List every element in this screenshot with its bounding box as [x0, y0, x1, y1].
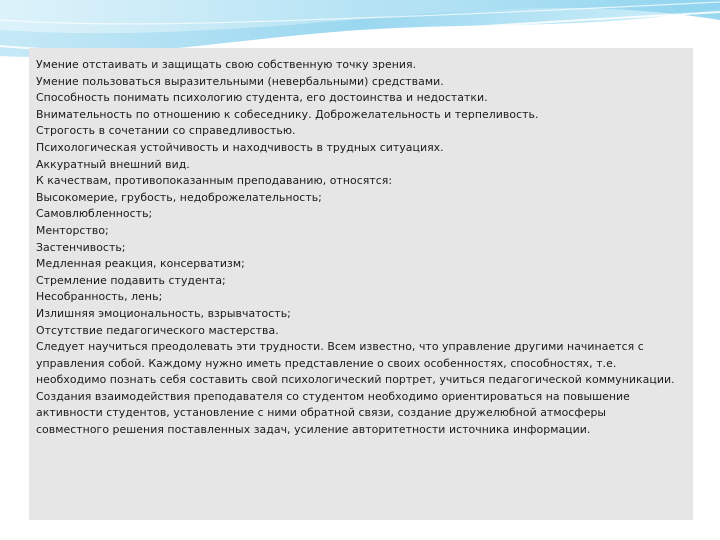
text-line: Медленная реакция, консерватизм;	[36, 257, 245, 271]
text-line: Способность понимать психологию студента, его достоинства и недостатки.	[36, 91, 488, 105]
text-line: Отсутствие педагогического мастерства.	[36, 323, 279, 337]
text-line: Менторство;	[36, 223, 109, 237]
text-line: Строгость в сочетании со справедливостью.	[36, 124, 296, 138]
text-line: Самовлюбленность;	[36, 207, 153, 221]
slide-text	[36, 57, 693, 439]
content-box	[29, 48, 693, 520]
text-line: Внимательность по отношению к собеседнику. Доброжелательность и терпеливость.	[36, 107, 539, 121]
text-line: Создания взаимодействия преподавателя со студентом необходимо ориентироваться на повышение	[36, 389, 630, 403]
text-line: активности студентов, установление с ними обратной связи, создание дружелюбной атмосферы	[36, 406, 607, 420]
text-line: К качествам, противопоказанным преподаванию, относятся:	[36, 174, 393, 188]
text-line: Умение пользоваться выразительными (невербальными) средствами.	[36, 74, 444, 88]
text-line: Аккуратный внешний вид.	[36, 157, 190, 171]
text-line: Психологическая устойчивость и находчивость в трудных ситуациях.	[36, 140, 444, 154]
text-line: Застенчивость;	[36, 240, 126, 254]
text-line: Излишняя эмоциональность, взрывчатость;	[36, 306, 291, 320]
text-line: Стремление подавить студента;	[36, 273, 226, 287]
text-line: управления собой. Каждому нужно иметь представление о своих особенностях, способностях, т.е.	[36, 356, 617, 370]
text-line: Высокомерие, грубость, недоброжелательность;	[36, 190, 322, 204]
text-line: необходимо познать себя составить свой психологический портрет, учиться педагогической коммуникации.	[36, 373, 675, 387]
text-line: Несобранность, лень;	[36, 290, 163, 304]
text-line: совместного решения поставленных задач, усиление авторитетности источника информации.	[36, 423, 591, 437]
text-line: Умение отстаивать и защищать свою собственную точку зрения.	[36, 58, 417, 71]
text-line: Следует научиться преодолевать эти трудности. Всем известно, что управление другими начинается с	[36, 340, 644, 354]
